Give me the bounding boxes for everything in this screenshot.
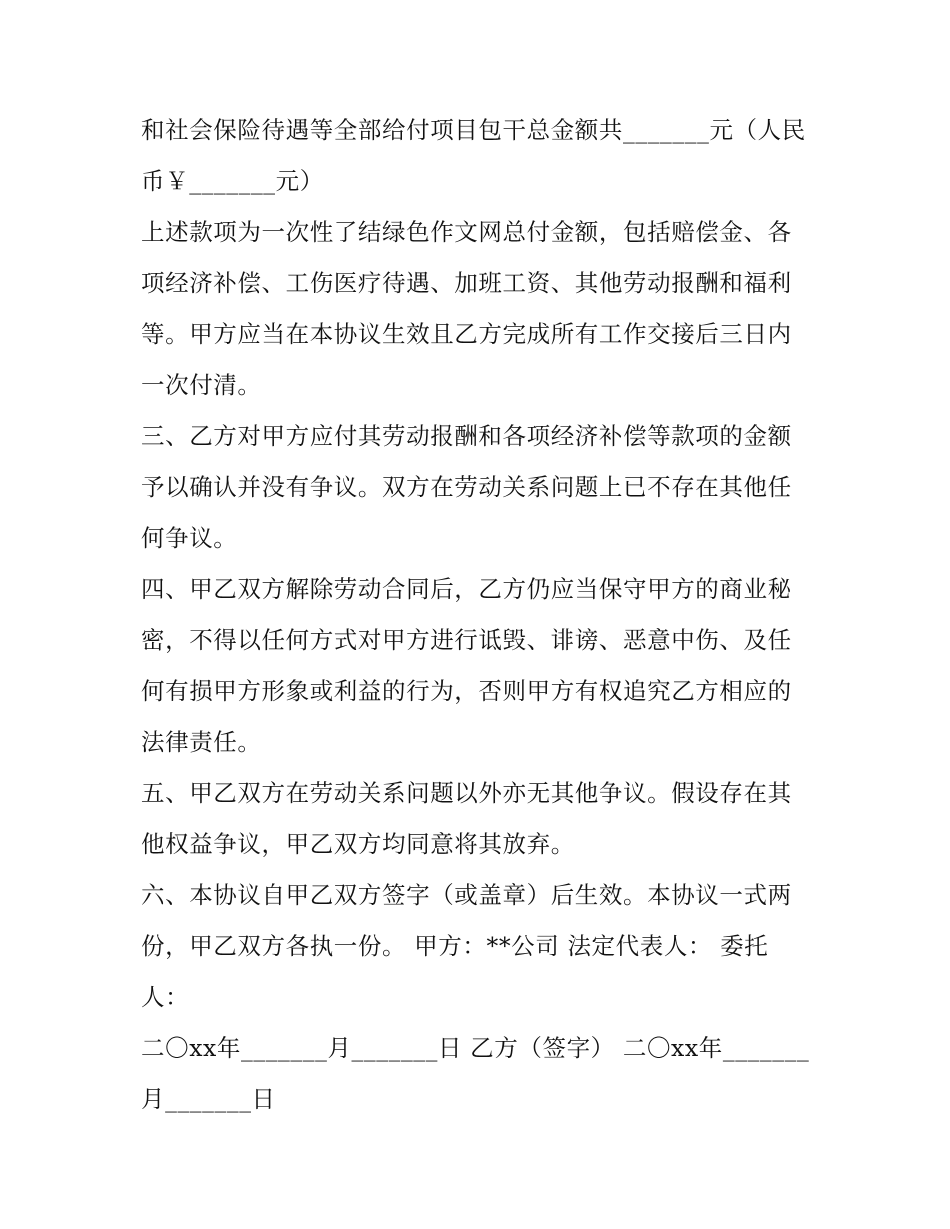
paragraph-payment-terms: 上述款项为一次性了结绿色作文网总付金额，包括赔偿金、各项经济补偿、工伤医疗待遇、加班工资、其他劳动报酬和福利等。甲方应当在本协议生效且乙方完成所有工作交接后三日内一次付清。 [141,218,792,399]
paragraph-total-amount: 和社会保险待遇等全部给付项目包干总金额共_______元（人民币￥_______元） [141,116,806,195]
paragraph-clause-6: 六、本协议自甲乙双方签字（或盖章）后生效。本协议一式两份，甲乙双方各执一份。 甲方：**公司 法定代表人： 委托人： [141,881,792,1011]
paragraph-clause-4: 四、甲乙双方解除劳动合同后，乙方仍应当保守甲方的商业秘密，不得以任何方式对甲方进行诋毁、诽谤、恶意中伤、及任何有损甲方形象或利益的行为，否则甲方有权追究乙方相应的法律责任。 [141,575,792,756]
paragraph-signature-dates: 二〇xx年_______月_______日 乙方（签字） 二〇xx年_______月_______日 [141,1034,810,1113]
paragraph-clause-5: 五、甲乙双方在劳动关系问题以外亦无其他争议。假设存在其他权益争议，甲乙双方均同意将其放弃。 [141,779,792,858]
document-page [141,105,813,1125]
paragraph-clause-3: 三、乙方对甲方应付其劳动报酬和各项经济补偿等款项的金额予以确认并没有争议。双方在劳动关系问题上已不存在其他任何争议。 [141,422,792,552]
